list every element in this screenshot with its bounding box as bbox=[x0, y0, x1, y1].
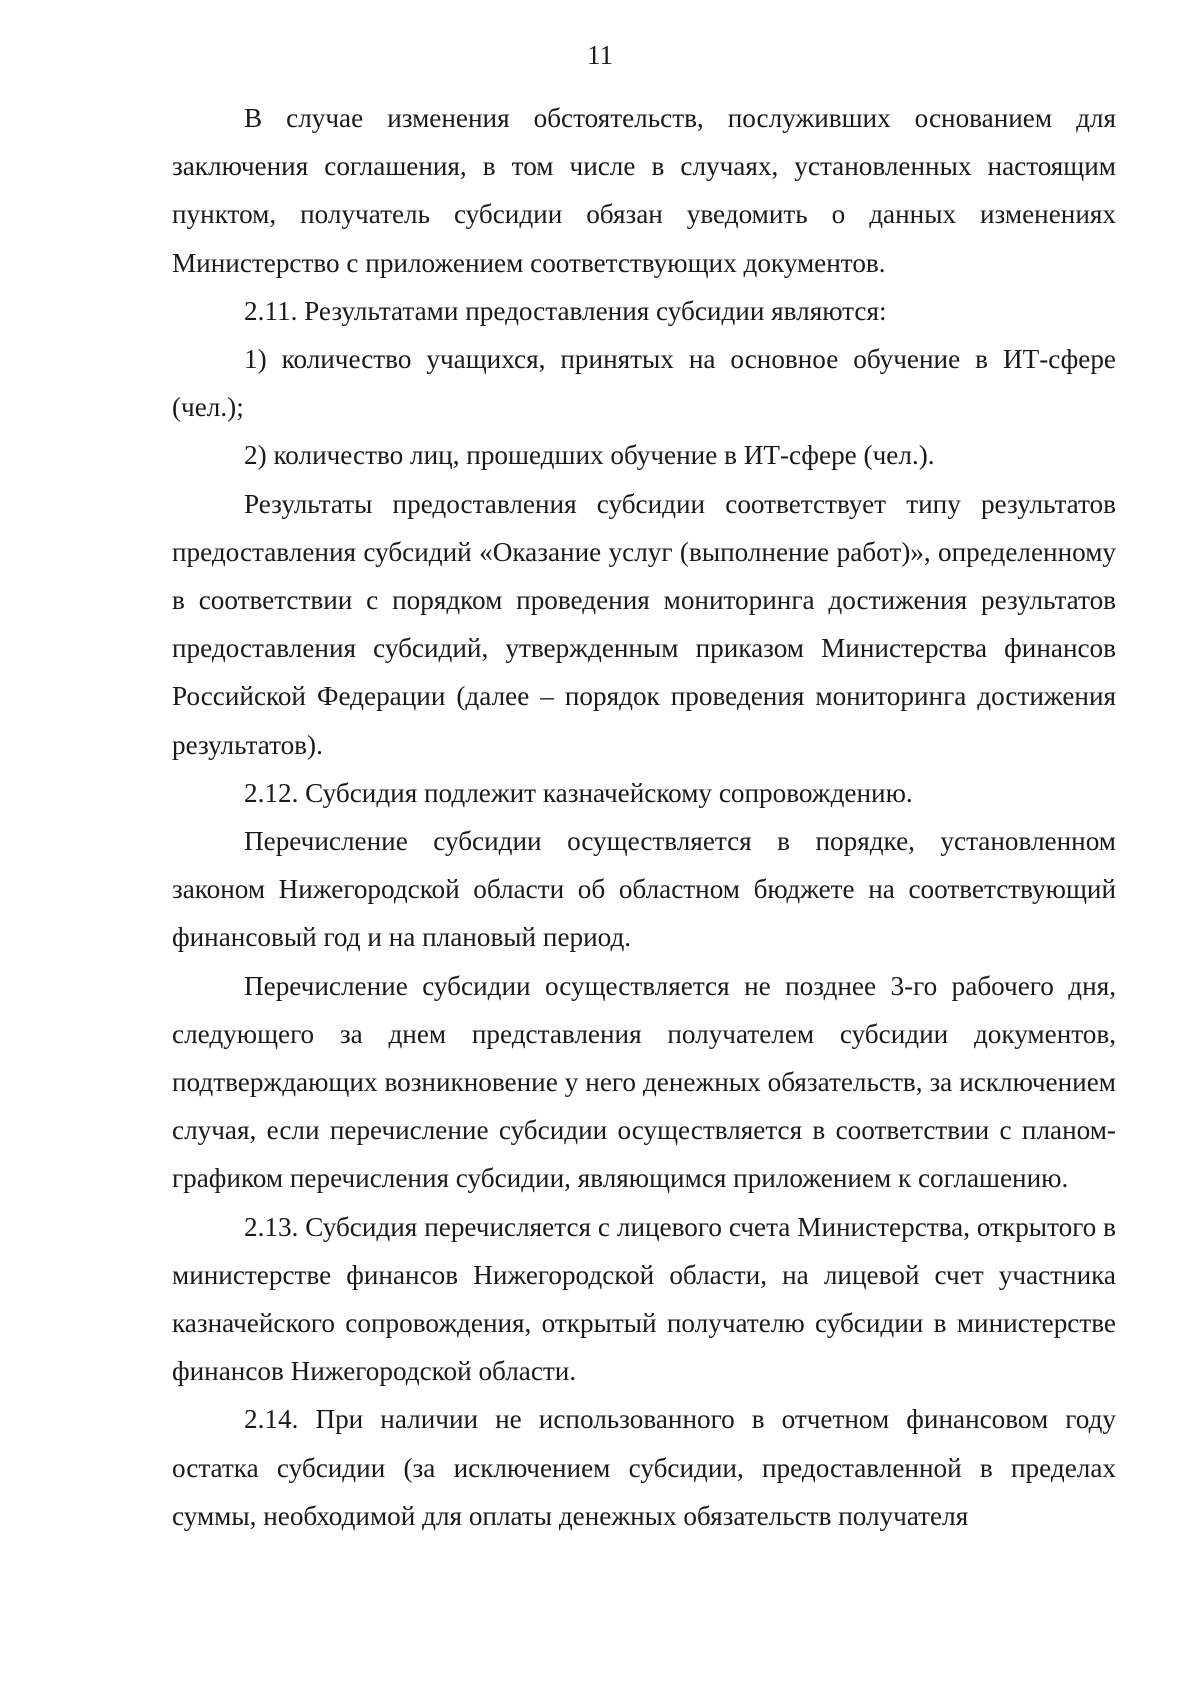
paragraph-2-14-remainder: 2.14. При наличии не использованного в отчетном финансовом году остатка субсидии (за исключением субсидии, предоставленной в пределах суммы, необходимой для оплаты денежных обязательств получателя bbox=[172, 1404, 1116, 1531]
paragraph-2-11-results: 2.11. Результатами предоставления субсидии являются: bbox=[244, 295, 887, 326]
paragraph-result-1: 1) количество учащихся, принятых на основное обучение в ИТ-сфере (чел.); bbox=[172, 344, 1116, 423]
paragraph-2-12-treasury: 2.12. Субсидия подлежит казначейскому сопровождению. bbox=[244, 777, 913, 808]
paragraph-2-13-account: 2.13. Субсидия перечисляется с лицевого счета Министерства, открытого в министерстве финансов Нижегородской области, на лицевой счет участника казначейского сопровождения, открытый получателю субсидии в министерстве финансов Нижегородской области. bbox=[172, 1211, 1116, 1387]
paragraph-result-2: 2) количество лиц, прошедших обучение в ИТ-сфере (чел.). bbox=[244, 440, 935, 471]
page-number: 11 bbox=[587, 40, 613, 70]
paragraph-circumstances-change: В случае изменения обстоятельств, послуживших основанием для заключения соглашения, в том числе в случаях, установленных настоящим пунктом, получатель субсидии обязан уведомить о данных изменениях Министерство с приложением соответствующих документов. bbox=[172, 103, 1116, 278]
paragraph-transfer-deadline: Перечисление субсидии осуществляется не позднее 3-го рабочего дня, следующего за днем представления получателем субсидии документов, подтверждающих возникновение у него денежных обязательств, за исключением случая, если перечисление субсидии осуществляется в соответствии с планом-графиком перечисления субсидии, являющимся приложением к соглашению. bbox=[172, 970, 1116, 1194]
document-body bbox=[172, 94, 1116, 1540]
paragraph-transfer-procedure: Перечисление субсидии осуществляется в порядке, установленном законом Нижегородской области об областном бюджете на соответствующий финансовый год и на плановый период. bbox=[172, 826, 1116, 953]
paragraph-results-type: Результаты предоставления субсидии соответствует типу результатов предоставления субсидий «Оказание услуг (выполнение работ)», определенному в соответствии с порядком проведения мониторинга достижения результатов предоставления субсидий, утвержденным приказом Министерства финансов Российской Федерации (далее – порядок проведения мониторинга достижения результатов). bbox=[172, 488, 1116, 760]
